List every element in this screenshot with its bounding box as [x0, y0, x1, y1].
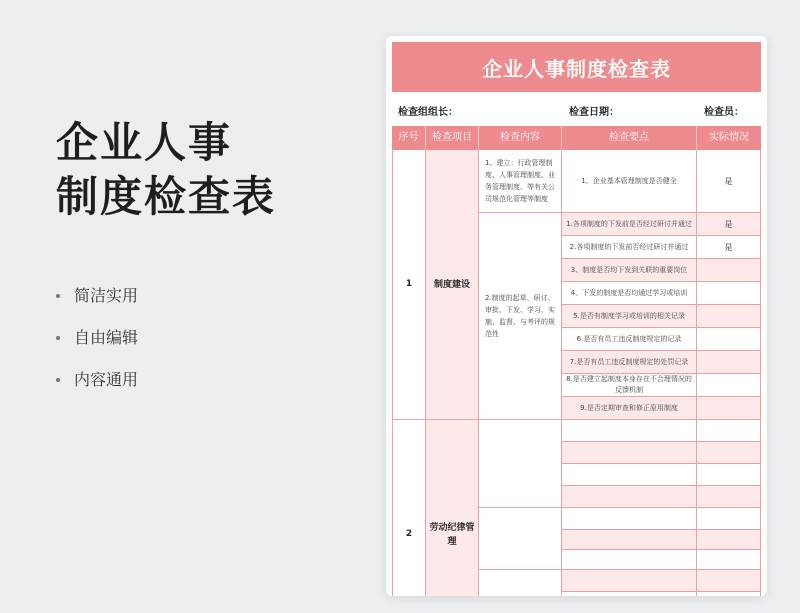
point-row: 3、制度是否均下发到关联的重要岗位: [562, 259, 697, 282]
section1-content1: 1、建立：行政管理制度、人事管理制度、业务管理制度、等有关公司规范化管理等制度: [479, 150, 562, 213]
point-row: 2.各项制度的下发前否经过研讨并通过: [562, 236, 697, 259]
point-row: 8.是否建立起制度本身存在不合理情况的反馈机制: [562, 374, 697, 397]
point-row: 5.是否有制度学习或培训的相关记录: [562, 305, 697, 328]
bullet-icon: [56, 336, 60, 340]
point-row: [562, 442, 697, 464]
header-result: 实际情况: [709, 132, 749, 143]
point-row: [562, 550, 697, 570]
feature-label: 简洁实用: [74, 286, 139, 305]
point-row: 6.是否有员工违反制度规定的记录: [562, 328, 697, 351]
point-row: 7.是否有员工违反制度规定的处罚记录: [562, 351, 697, 374]
sheet-info-row: [392, 92, 761, 126]
result-cell: [697, 328, 761, 351]
bullet-icon: [56, 378, 60, 382]
point-row: 1.各项制度的下发前是否经过研讨并通过: [562, 213, 697, 236]
table-body: [392, 150, 761, 596]
result-cell: [697, 570, 761, 592]
bullet-icon: [56, 294, 60, 298]
feature-item: [56, 286, 138, 306]
date-label: 检查日期：: [569, 107, 619, 118]
result-cell: [697, 420, 761, 442]
result-cell: [697, 592, 761, 596]
point-row: [562, 464, 697, 486]
section2-content3: [479, 570, 562, 596]
point-row: [562, 486, 697, 508]
promo-title-line1: 企业人事: [56, 118, 233, 167]
section2-item: 劳动纪律管理: [426, 420, 479, 596]
section1-item: 制度建设: [426, 150, 479, 420]
result-cell: [697, 374, 761, 397]
result-cell: 是: [697, 213, 761, 236]
point-row: [562, 530, 697, 550]
promo-title-line2: 制度检查表: [56, 172, 277, 221]
inspector-label: 检查员：: [704, 107, 744, 118]
result-cell: [697, 397, 761, 420]
header-seq: 序号: [392, 126, 426, 150]
result-cell: [697, 305, 761, 328]
point-row: 1、企业基本管理制度是否健全: [562, 150, 697, 213]
feature-list: [56, 286, 138, 412]
promo-title: [56, 116, 276, 224]
result-cell: [697, 259, 761, 282]
sheet-title: 企业人事制度检查表: [392, 42, 761, 92]
point-row: [562, 420, 697, 442]
point-row: [562, 592, 697, 596]
leader-label: 检查组组长：: [398, 107, 458, 118]
feature-label: 自由编辑: [74, 328, 139, 347]
feature-label: 内容通用: [74, 370, 139, 389]
section2-content2: [479, 508, 562, 570]
point-row: [562, 508, 697, 530]
feature-item: [56, 328, 138, 348]
section2-seq: 2: [392, 420, 426, 596]
result-cell: 是: [697, 236, 761, 259]
result-cell: [697, 442, 761, 464]
result-cell: [697, 550, 761, 570]
result-cell: [697, 464, 761, 486]
feature-item: [56, 370, 138, 390]
header-item: 检查项目: [426, 126, 479, 150]
result-cell: 是: [697, 150, 761, 213]
spreadsheet-preview: [386, 36, 767, 596]
header-content: 检查内容: [479, 126, 562, 150]
result-cell: [697, 508, 761, 530]
result-cell: [697, 530, 761, 550]
table-header: [392, 126, 761, 150]
section2-content1: [479, 420, 562, 508]
section1-seq: 1: [392, 150, 426, 420]
section1-content2: 2.制度的起草、研讨、审批、下发、学习、实施、监督、与考评的规范性: [479, 213, 562, 420]
point-row: [562, 570, 697, 592]
result-cell: [697, 351, 761, 374]
header-points: 检查要点: [562, 126, 697, 150]
point-row: 4、下发的制度是否均通过学习或培训: [562, 282, 697, 305]
point-row: 9.是否定期审查和修正原用制度: [562, 397, 697, 420]
result-cell: [697, 282, 761, 305]
result-cell: [697, 486, 761, 508]
